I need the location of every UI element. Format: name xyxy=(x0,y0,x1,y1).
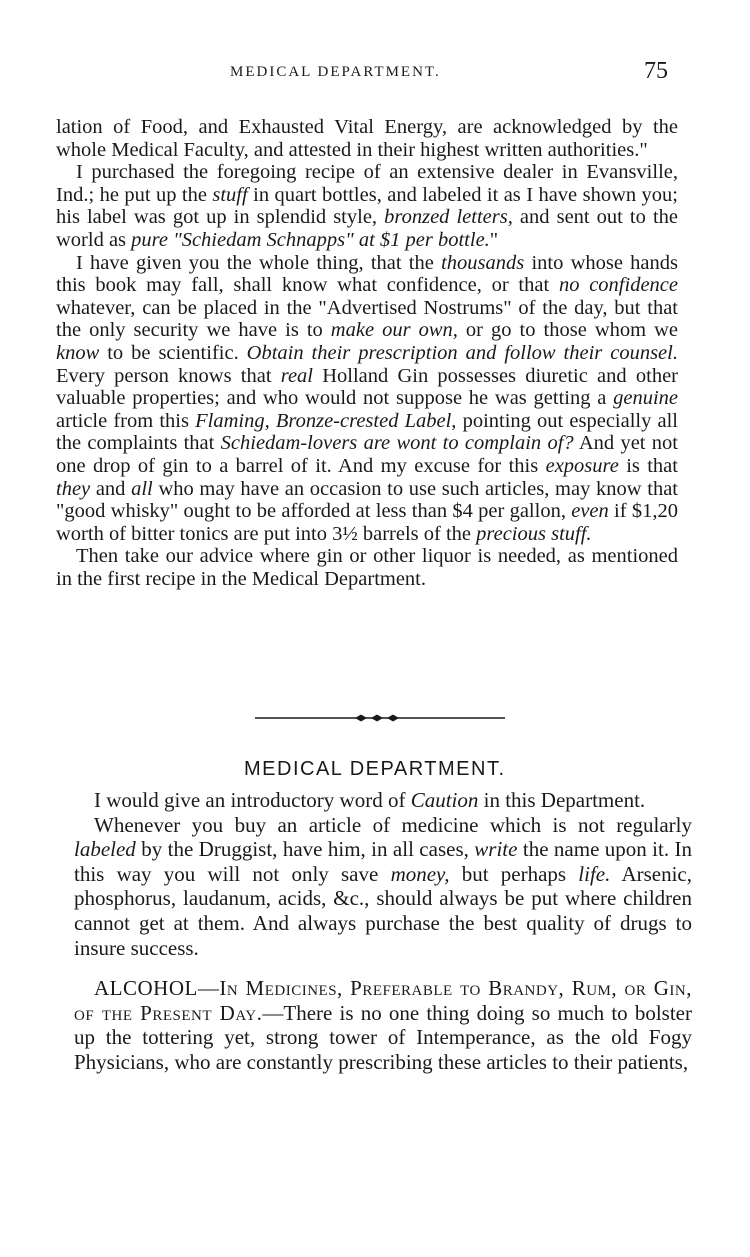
top-text-block xyxy=(56,116,678,590)
paragraph-exposure: I have given you the whole thing, that the thousands into whose hands this book may fall, shall know what confidence, or that no confidence whatever, can be placed in the "Advertised Nostrums" of the day, but that the only security we have is to make our own, or go to those whom we know to be scientific. Obtain their prescription and follow their counsel. Every person knows that real Holland Gin possesses diuretic and other valuable properties; and who would not suppose he was getting a genuine article from this Flaming, Bronze-crested Label, pointing out especially all the complaints that Schiedam-lovers are wont to complain of? And yet not one drop of gin to a barrel of it. And my excuse for this exposure is that they and all who may have an occasion to use such articles, may know that "good whisky" ought to be afforded at less than $4 per gallon, even if $1,20 worth of bitter tonics are put into 3½ barrels of the precious stuff. xyxy=(56,251,679,545)
paragraph-alcohol: ALCOHOL—In Medicines, Preferable to Brandy, Rum, or Gin, of the Present Day.—There is no one thing doing so much to bolster up the tottering yet, strong tower of Intemperance, as the old Fogy Physicians, who are constantly prescribing these articles to their patients, xyxy=(74,976,692,1074)
page-number: 75 xyxy=(644,58,668,84)
section-text-block xyxy=(74,788,692,1075)
paragraph-continued: lation of Food, and Exhausted Vital Energy, are acknowledged by the whole Medical Faculty, and attested in their highest written authorities." xyxy=(56,116,678,161)
entry-heading: ALCOHOL—In Medicines, Preferable to Brandy, Rum, or Gin, of the Present Day. xyxy=(74,976,692,1025)
ornamental-divider xyxy=(255,712,505,724)
paragraph-labeling: Whenever you buy an article of medicine which is not regularly labeled by the Druggist, have him, in all cases, write the name upon it. In this way you will not only save money, but perhaps life. Arsenic, phosphorus, laudanum, acids, &c., should always be put where children cannot get at them. And always purchase the best quality of drugs to insure success. xyxy=(74,812,692,960)
paragraph-advice: Then take our advice where gin or other liquor is needed, as mentioned in the first recipe in the Medical Department. xyxy=(56,545,678,590)
section-heading: MEDICAL DEPARTMENT. xyxy=(244,758,506,780)
paragraph-caution: I would give an introductory word of Caution in this Department. xyxy=(94,788,646,812)
paragraph-purchase: I purchased the foregoing recipe of an extensive dealer in Evansville, Ind.; he put up the stuff in quart bottles, and labeled it as I have shown you; his label was got up in splendid style, bronzed letters, and sent out to the world as pure "Schiedam Schnapps" at $1 per bottle." xyxy=(56,161,678,251)
running-head: MEDICAL DEPARTMENT. xyxy=(230,64,441,80)
